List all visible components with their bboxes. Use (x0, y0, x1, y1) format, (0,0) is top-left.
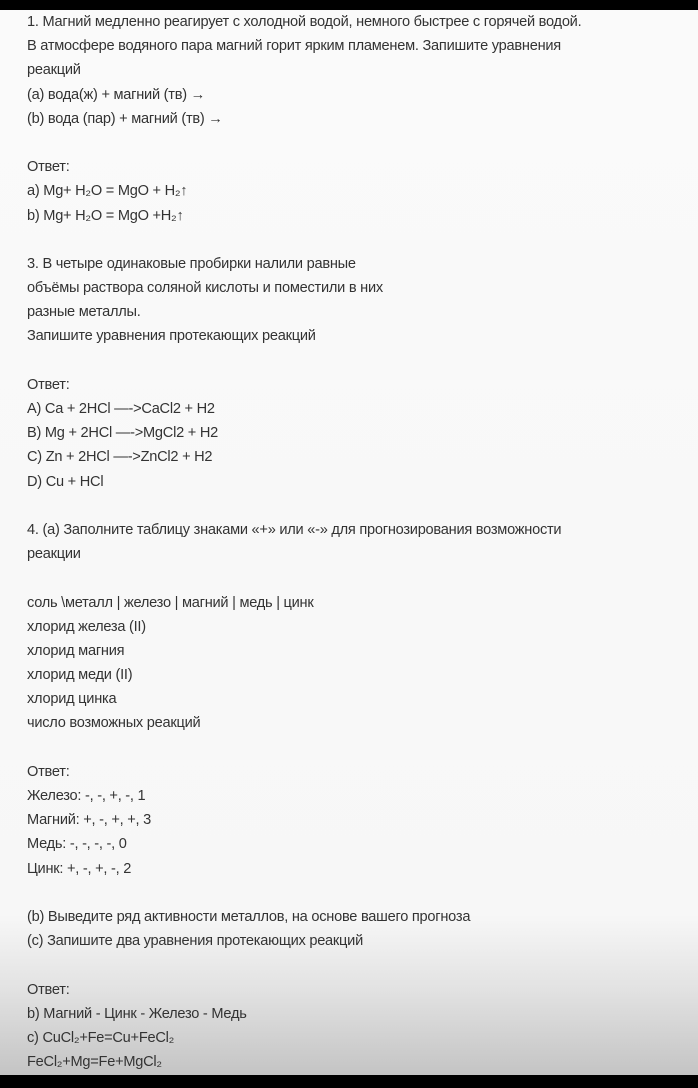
text-line: D) Cu + HCl (27, 473, 104, 490)
text-line: Ответ: (27, 763, 70, 780)
document-text (27, 10, 581, 1074)
text-line: Цинк: +, -, +, -, 2 (27, 860, 132, 877)
text-line: Ответ: (27, 981, 70, 998)
text-line: b) Mg+ H₂O = MgO +H₂↑ (27, 207, 184, 224)
text-line: Ответ: (27, 159, 70, 176)
blank-line (27, 494, 581, 518)
text-line: соль \металл | железо | магний | медь | цинк (27, 594, 314, 611)
text-line: Железо: -, -, +, -, 1 (27, 788, 146, 804)
text-line: хлорид цинка (27, 691, 117, 708)
blank-line (27, 881, 581, 905)
text-line: (c) Запишите два уравнения протекающих реакций (27, 933, 363, 950)
blank-line (27, 131, 581, 155)
text-line: B) Mg + 2HCl —->MgCl2 + H2 (27, 425, 218, 442)
text-line: Магний: +, -, +, +, 3 (27, 812, 151, 829)
text-line: В атмосфере водяного пара магний горит ярким пламенем. Запишите уравнения (27, 38, 561, 55)
text-line: c) CuCl₂+Fe=Cu+FeCl₂ (27, 1029, 175, 1046)
text-line: (b) Выведите ряд активности металлов, на основе вашего прогноза (27, 908, 471, 925)
text-line: реакции (27, 546, 81, 563)
text-line: число возможных реакций (27, 715, 201, 732)
text-line: a) Mg+ H₂O = MgO + H₂↑ (27, 183, 188, 200)
text-line: хлорид магния (27, 642, 125, 659)
text-line: объёмы раствора соляной кислоты и поместили в них (27, 280, 383, 297)
text-line: разные металлы. (27, 304, 141, 321)
text-line: C) Zn + 2HCl —->ZnCl2 + H2 (27, 449, 213, 466)
text-line: (a) вода(ж) + магний (тв) → (27, 86, 205, 103)
blank-line (27, 566, 581, 590)
text-line: хлорид железа (II) (27, 618, 146, 635)
text-line: Запишите уравнения протекающих реакций (27, 328, 316, 345)
document-page (0, 10, 698, 1075)
text-line: b) Магний - Цинк - Железо - Медь (27, 1005, 247, 1022)
text-line: хлорид меди (II) (27, 667, 133, 684)
text-line: 3. В четыре одинаковые пробирки налили равные (27, 255, 356, 272)
blank-line (27, 736, 581, 760)
blank-line (27, 953, 581, 977)
text-line: реакций (27, 62, 81, 79)
text-line: (b) вода (пар) + магний (тв) → (27, 110, 223, 127)
text-line: Ответ: (27, 376, 70, 393)
text-line: 1. Магний медленно реагирует с холодной водой, немного быстрее с горячей водой. (27, 14, 582, 30)
blank-line (27, 228, 581, 252)
text-line: A) Ca + 2HCl —->CaCl2 + H2 (27, 401, 215, 417)
text-line: Медь: -, -, -, -, 0 (27, 836, 127, 853)
text-line: 4. (a) Заполните таблицу знаками «+» или «-» для прогнозирования возможности (27, 521, 562, 538)
text-line: FeCl₂+Mg=Fe+MgCl₂ (27, 1054, 162, 1071)
blank-line (27, 349, 581, 373)
